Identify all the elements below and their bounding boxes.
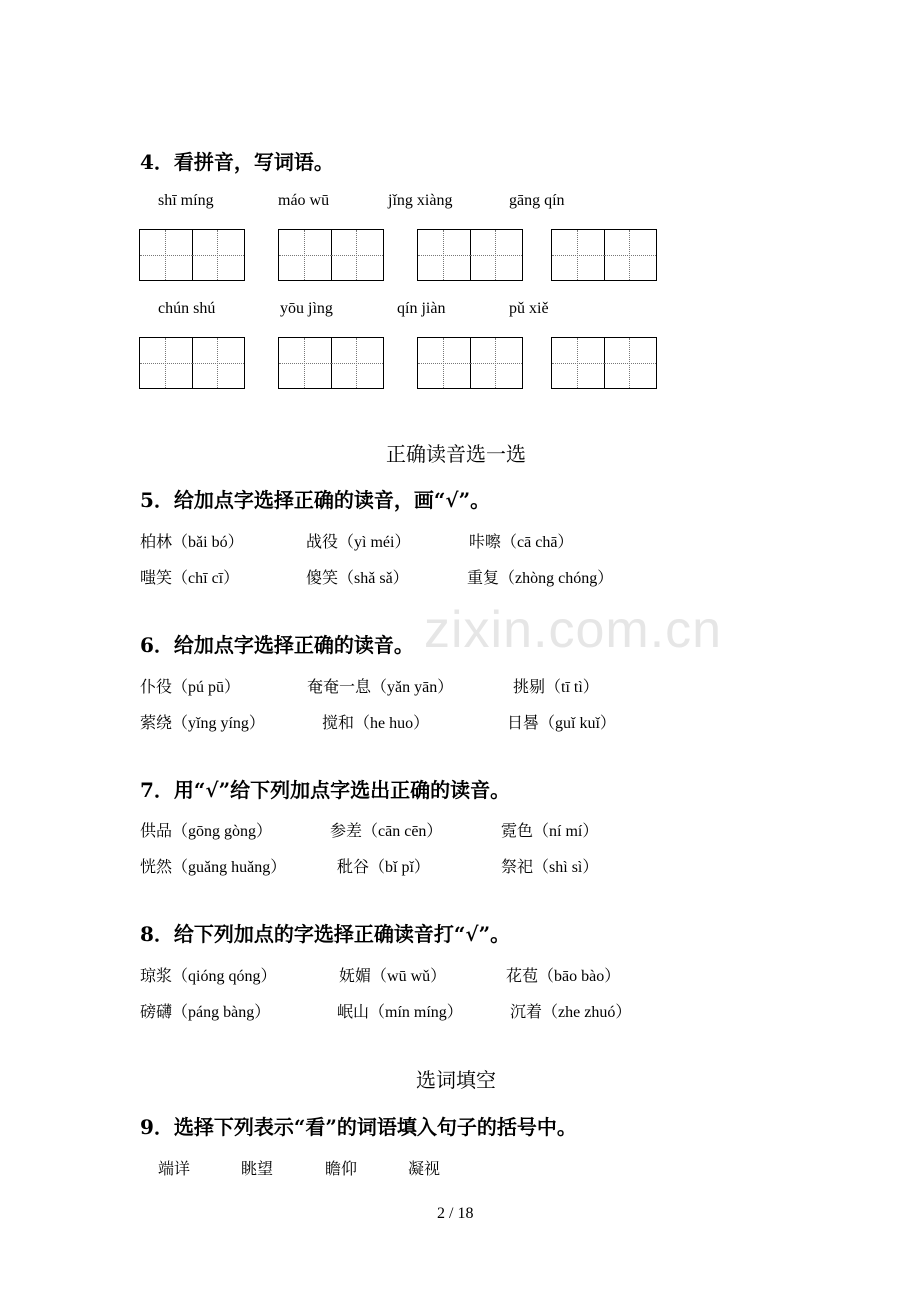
word-option: 端详 [158, 1159, 191, 1178]
question-7-title: 7．用“√”给下列加点字选出正确的读音。 [140, 778, 511, 802]
reading-choice[interactable]: 秕谷（bǐ pǐ） [337, 857, 430, 876]
reading-choice[interactable]: 嗤笑（chī cī） [140, 568, 240, 587]
question-5-title: 5．给加点字选择正确的读音，画“√”。 [140, 488, 491, 512]
reading-choice[interactable]: 琼浆（qióng qóng） [140, 966, 277, 985]
reading-choice[interactable]: 妩媚（wū wǔ） [339, 966, 447, 985]
pinyin-prompt: chún shú [158, 300, 216, 317]
writing-grid[interactable] [417, 337, 523, 389]
reading-choice[interactable]: 重复（zhòng chóng） [467, 568, 614, 587]
question-9-title: 9．选择下列表示“看”的词语填入句子的括号中。 [140, 1115, 577, 1139]
reading-choice[interactable]: 日晷（guǐ kuǐ） [507, 713, 616, 732]
writing-grid[interactable] [551, 229, 657, 281]
reading-choice[interactable]: 参差（cān cēn） [330, 821, 443, 840]
reading-choice[interactable]: 沉着（zhe zhuó） [510, 1002, 632, 1021]
writing-grid[interactable] [278, 337, 384, 389]
word-option: 眺望 [241, 1159, 274, 1178]
watermark: zixin.com.cn [424, 601, 723, 659]
question-4-title: 4．看拼音，写词语。 [140, 150, 334, 174]
writing-grid[interactable] [278, 229, 384, 281]
reading-choice[interactable]: 岷山（mín míng） [337, 1002, 463, 1021]
pinyin-prompt: shī míng [158, 192, 214, 209]
reading-choice[interactable]: 霓色（ní mí） [501, 821, 599, 840]
writing-grid[interactable] [417, 229, 523, 281]
pinyin-prompt: pǔ xiě [509, 300, 549, 317]
writing-grid[interactable] [139, 229, 245, 281]
reading-choice[interactable]: 供品（gōng gòng） [140, 821, 273, 840]
question-6-title: 6．给加点字选择正确的读音。 [140, 633, 414, 657]
reading-choice[interactable]: 搅和（he huo） [322, 713, 430, 732]
page-number: 2 / 18 [437, 1205, 474, 1222]
reading-choice[interactable]: 咔嚓（cā chā） [469, 532, 574, 551]
writing-grid[interactable] [139, 337, 245, 389]
reading-choice[interactable]: 萦绕（yǐng yíng） [140, 713, 265, 732]
pinyin-prompt: qín jiàn [397, 300, 446, 317]
reading-choice[interactable]: 祭祀（shì sì） [501, 857, 599, 876]
reading-choice[interactable]: 磅礴（páng bàng） [140, 1002, 271, 1021]
reading-choice[interactable]: 仆役（pú pū） [140, 677, 241, 696]
section-heading: 选词填空 [416, 1068, 496, 1092]
question-8-title: 8．给下列加点的字选择正确读音打“√”。 [140, 922, 511, 946]
reading-choice[interactable]: 恍然（guǎng huǎng） [140, 857, 287, 876]
reading-choice[interactable]: 战役（yì méi） [306, 532, 411, 551]
pinyin-prompt: jǐng xiàng [388, 192, 453, 209]
pinyin-prompt: yōu jìng [280, 300, 333, 317]
section-heading: 正确读音选一选 [386, 442, 526, 466]
pinyin-prompt: gāng qín [509, 192, 565, 209]
writing-grid[interactable] [551, 337, 657, 389]
word-option: 凝视 [408, 1159, 441, 1178]
reading-choice[interactable]: 奄奄一息（yǎn yān） [307, 677, 454, 696]
reading-choice[interactable]: 挑剔（tī tì） [513, 677, 599, 696]
reading-choice[interactable]: 傻笑（shǎ sǎ） [306, 568, 409, 587]
reading-choice[interactable]: 花苞（bāo bào） [506, 966, 621, 985]
reading-choice[interactable]: 柏林（bǎi bó） [140, 532, 244, 551]
word-option: 瞻仰 [325, 1159, 358, 1178]
pinyin-prompt: máo wū [278, 192, 330, 209]
